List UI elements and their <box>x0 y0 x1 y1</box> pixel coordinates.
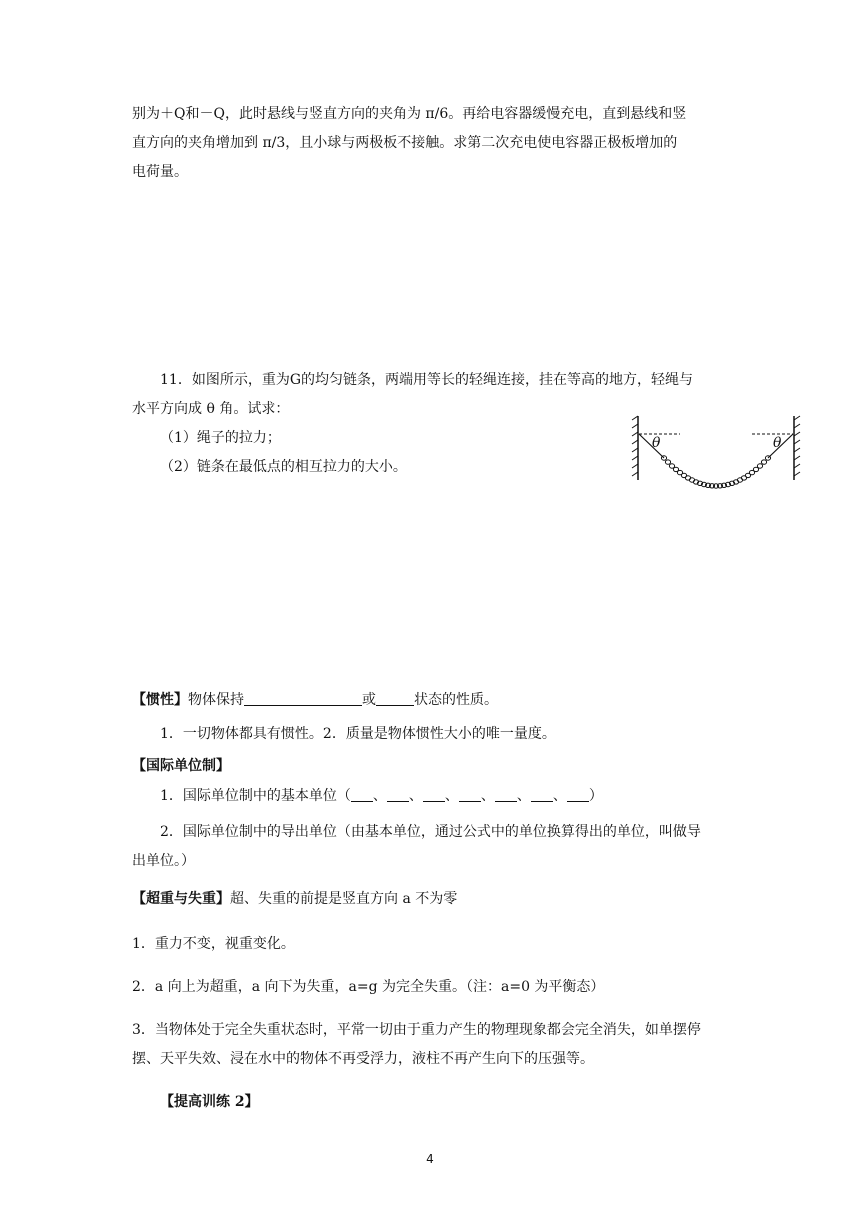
si-sep: 、 <box>444 788 459 804</box>
weight-heading-line <box>132 889 457 909</box>
q11-line-2: 水平方向成 θ 角。试求： <box>132 401 290 417</box>
right-angle-label: θ <box>773 435 782 451</box>
inertia-blank-2 <box>376 691 414 706</box>
si-derived-line-1: 2．国际单位制中的导出单位（由基本单位，通过公式中的单位换算得出的单位，叫做导 <box>160 824 701 840</box>
weight-point-2: 2．a 向上为超重，a 向下为失重，a=g 为完全失重。（注：a=0 为平衡态） <box>132 979 605 995</box>
q10-line-2: 直方向的夹角增加到 π/3，且小球与两极板不接触。求第二次充电使电容器正极板增加的 <box>132 135 678 151</box>
inertia-blank-1 <box>244 691 362 706</box>
page-number: 4 <box>426 1152 434 1166</box>
weight-point-3-line-1: 3．当物体处于完全失重状态时，平常一切由于重力产生的物理现象都会完全消失，如单摆停 <box>132 1022 701 1038</box>
chain <box>661 456 770 488</box>
si-blank-2 <box>387 787 409 802</box>
q10-line-3: 电荷量。 <box>132 164 188 180</box>
left-wall <box>632 416 638 480</box>
inertia-point: 1．一切物体都具有惯性。2．质量是物体惯性大小的唯一量度。 <box>160 726 556 742</box>
weight-heading: 【超重与失重】 <box>132 891 230 907</box>
left-angle-label: θ <box>652 435 661 451</box>
si-base-units-line <box>160 786 603 806</box>
chain-diagram <box>630 412 802 492</box>
weight-intro: 超、失重的前提是竖直方向 a 不为零 <box>230 891 458 907</box>
si-heading: 【国际单位制】 <box>132 758 230 774</box>
chain-link <box>761 460 766 464</box>
si-base-suffix: ） <box>588 788 603 804</box>
right-wall <box>794 416 800 480</box>
si-blank-6 <box>531 787 553 802</box>
weight-point-3-line-2: 摆、天平失效、浸在水中的物体不再受浮力，液柱不再产生向下的压强等。 <box>132 1051 594 1067</box>
si-blank-1 <box>351 787 373 802</box>
si-sep: 、 <box>480 788 495 804</box>
inertia-text-a: 物体保持 <box>188 692 244 708</box>
si-blank-7 <box>567 787 589 802</box>
si-derived-line-2: 出单位。） <box>132 853 195 869</box>
q11-sub-2: （2）链条在最低点的相互拉力的大小。 <box>160 459 407 475</box>
chain-link <box>757 464 762 468</box>
chain-link <box>665 460 670 464</box>
si-blank-3 <box>423 787 445 802</box>
inertia-text-b: 或 <box>362 692 376 708</box>
q10-line-1: 别为＋Q和－Q，此时悬线与竖直方向的夹角为 π/6。再给电容器缓慢充电，直到悬线和竖 <box>132 106 687 122</box>
q11-line-1: 11．如图所示，重为G的均匀链条，两端用等长的轻绳连接，挂在等高的地方，轻绳与 <box>160 372 693 388</box>
q11-sub-1: （1）绳子的拉力； <box>160 430 281 446</box>
si-sep: 、 <box>408 788 423 804</box>
si-sep: 、 <box>372 788 387 804</box>
si-blank-4 <box>459 787 481 802</box>
inertia-text-c: 状态的性质。 <box>414 692 498 708</box>
si-sep: 、 <box>516 788 531 804</box>
weight-point-1: 1．重力不变，视重变化。 <box>132 936 295 952</box>
training-heading: 【提高训练 2】 <box>160 1094 259 1110</box>
inertia-line <box>132 690 498 710</box>
si-sep: 、 <box>552 788 567 804</box>
si-blank-5 <box>495 787 517 802</box>
si-base-prefix: 1．国际单位制中的基本单位（ <box>160 788 351 804</box>
inertia-heading: 【惯性】 <box>132 692 188 708</box>
